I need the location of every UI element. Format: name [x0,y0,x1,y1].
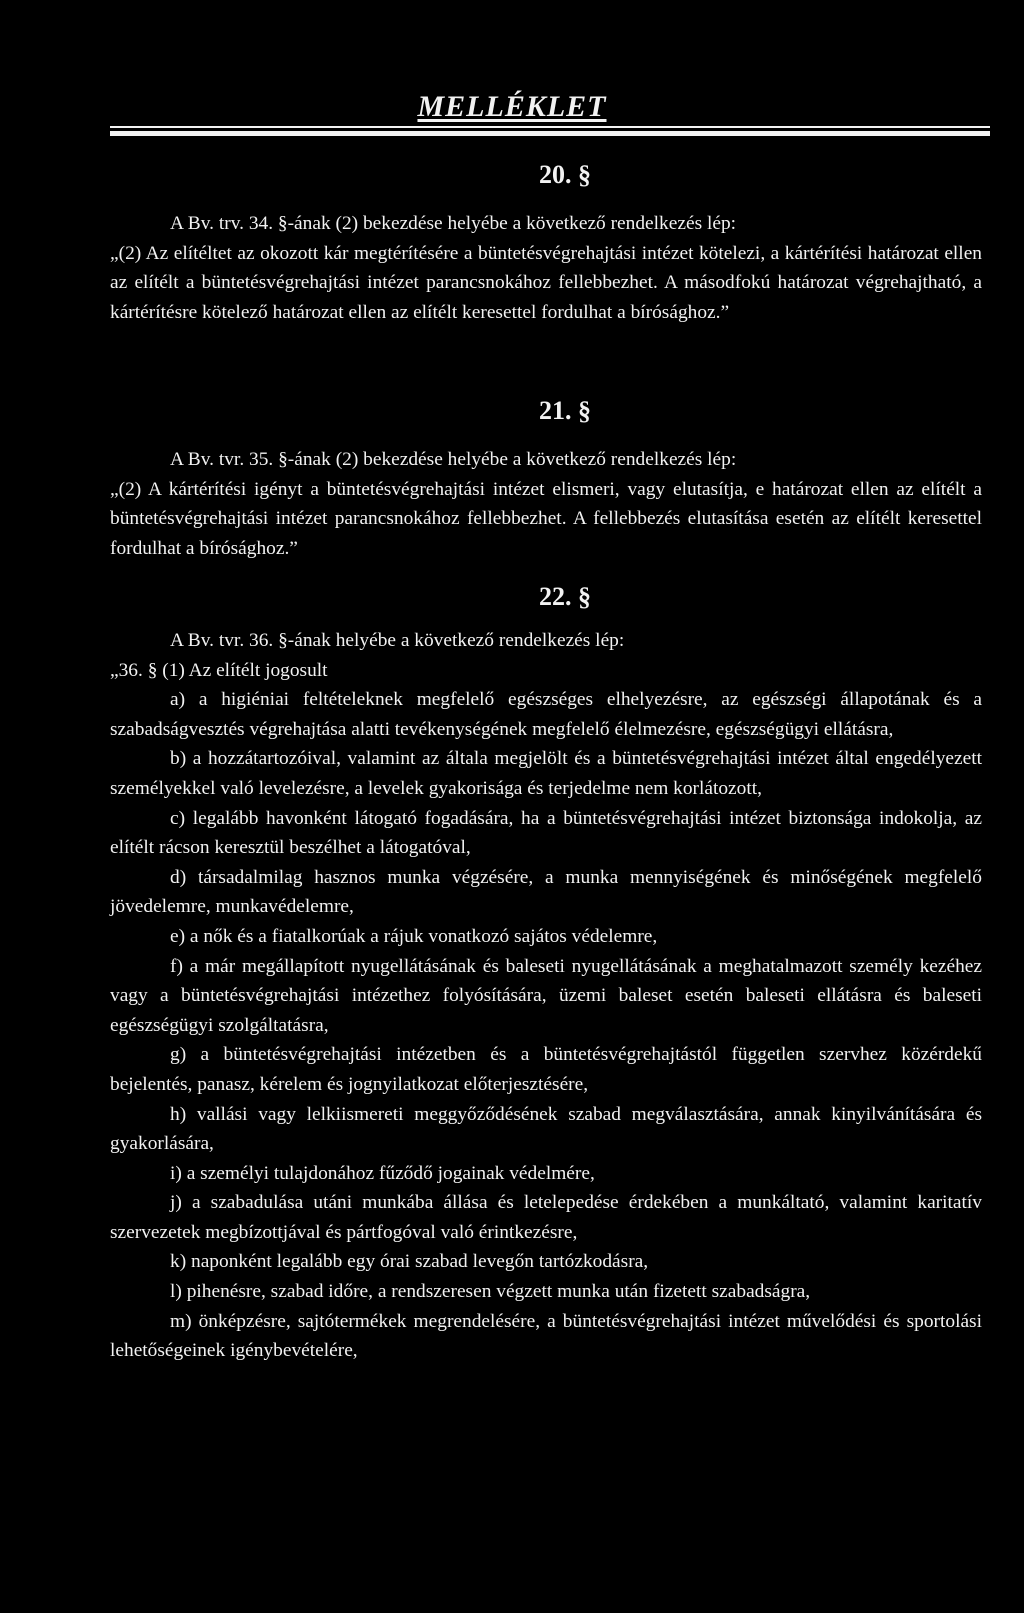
section-21-body [110,445,982,563]
header-rule-thick [110,131,990,136]
section-22-body [110,626,982,1366]
section-21-intro: A Bv. tvr. 35. §-ának (2) bekezdése helyébe a következő rendelkezés lép: [170,449,737,470]
list-item-h: h) vallási vagy lelkiismereti meggyőződésének szabad megválasztására, annak kinyilvánítására és gyakorlására, [110,1103,982,1155]
list-item-i: i) a személyi tulajdonához fűződő jogainak védelmére, [170,1162,595,1184]
section-number-21: 21. § [539,396,591,425]
list-item-j: j) a szabadulása utáni munkába állása és letelepedése érdekében a munkáltató, valamint karitatív szervezetek megbízottjával és pártfogóval való érintkezésre, [110,1192,982,1243]
section-number-20: 20. § [539,160,591,189]
page-title: MELLÉKLET [417,90,607,123]
section-20-text: „(2) Az elítéltet az okozott kár megtérítésére a büntetésvégrehajtási intézet kötelezi, a kártérítési határozat ellen az elítélt a büntetésvégrehajtási intézet parancsnokához fellebbezhet. A másodfokú határozat végrehajtható, a kártérítésre kötelező határozat ellen az elítélt keresettel fordulhat a bírósághoz.” [110,242,982,323]
list-item-d: d) társadalmilag hasznos munka végzésére, a munka mennyiségének és minőségének megfelelő jövedelemre, munkavédelemre, [110,866,982,918]
section-number-22: 22. § [539,582,591,611]
header-rule-thin [110,126,990,128]
list-item-a: a) a higiéniai feltételeknek megfelelő egészséges elhelyezésre, az egészségi állapotának és a szabadságvesztés végrehajtása alatti tevékenységének megfelelő élelmezésre, egészségügyi ellátásra, [110,689,982,740]
list-item-f: f) a már megállapított nyugellátásának és baleseti nyugellátásának a meghatalmazott személy kezéhez vagy a büntetésvégrehajtási intézethez folyósítására, üzemi baleset esetén baleseti ellátásra és baleseti egészségügyi szolgáltatásra, [110,955,982,1036]
section-21-text: „(2) A kártérítési igényt a büntetésvégrehajtási intézet elismeri, vagy elutasítja, e határozat ellen az elítélt a büntetésvégrehajtási intézet parancsnokához fellebbezhet. A fellebbezés elutasítása esetén az elítélt keresettel fordulhat a bírósághoz.” [110,478,982,559]
section-22-intro: A Bv. tvr. 36. §-ának helyébe a következő rendelkezés lép: [170,630,625,651]
list-item-e: e) a nők és a fiatalkorúak a rájuk vonatkozó sajátos védelemre, [170,925,658,947]
section-22-text: „36. § (1) Az elítélt jogosult [110,659,328,681]
list-item-l: l) pihenésre, szabad időre, a rendszeresen végzett munka után fizetett szabadságra, [170,1281,811,1303]
section-20-intro: A Bv. trv. 34. §-ának (2) bekezdése helyébe a következő rendelkezés lép: [170,213,737,234]
list-item-g: g) a büntetésvégrehajtási intézetben és a büntetésvégrehajtástól független szervhez közérdekű bejelentés, panasz, kérelem és jognyilatkozat előterjesztésére, [110,1044,982,1095]
section-20-body [110,209,982,327]
list-item-m: m) önképzésre, sajtótermékek megrendelésére, a büntetésvégrehajtási intézet művelődési és sportolási lehetőségeinek igénybevételére, [110,1310,982,1362]
list-item-c: c) legalább havonként látogató fogadására, ha a büntetésvégrehajtási intézet biztonsága indokolja, az elítélt rácson keresztül beszélhet a látogatóval, [110,807,982,859]
list-item-k: k) naponként legalább egy órai szabad levegőn tartózkodásra, [170,1251,649,1273]
list-item-b: b) a hozzátartozóival, valamint az általa megjelölt és a büntetésvégrehajtási intézet által engedélyezett személyekkel való levelezésre, a levelek gyakorisága és terjedelme nem korlátozott, [110,748,982,799]
